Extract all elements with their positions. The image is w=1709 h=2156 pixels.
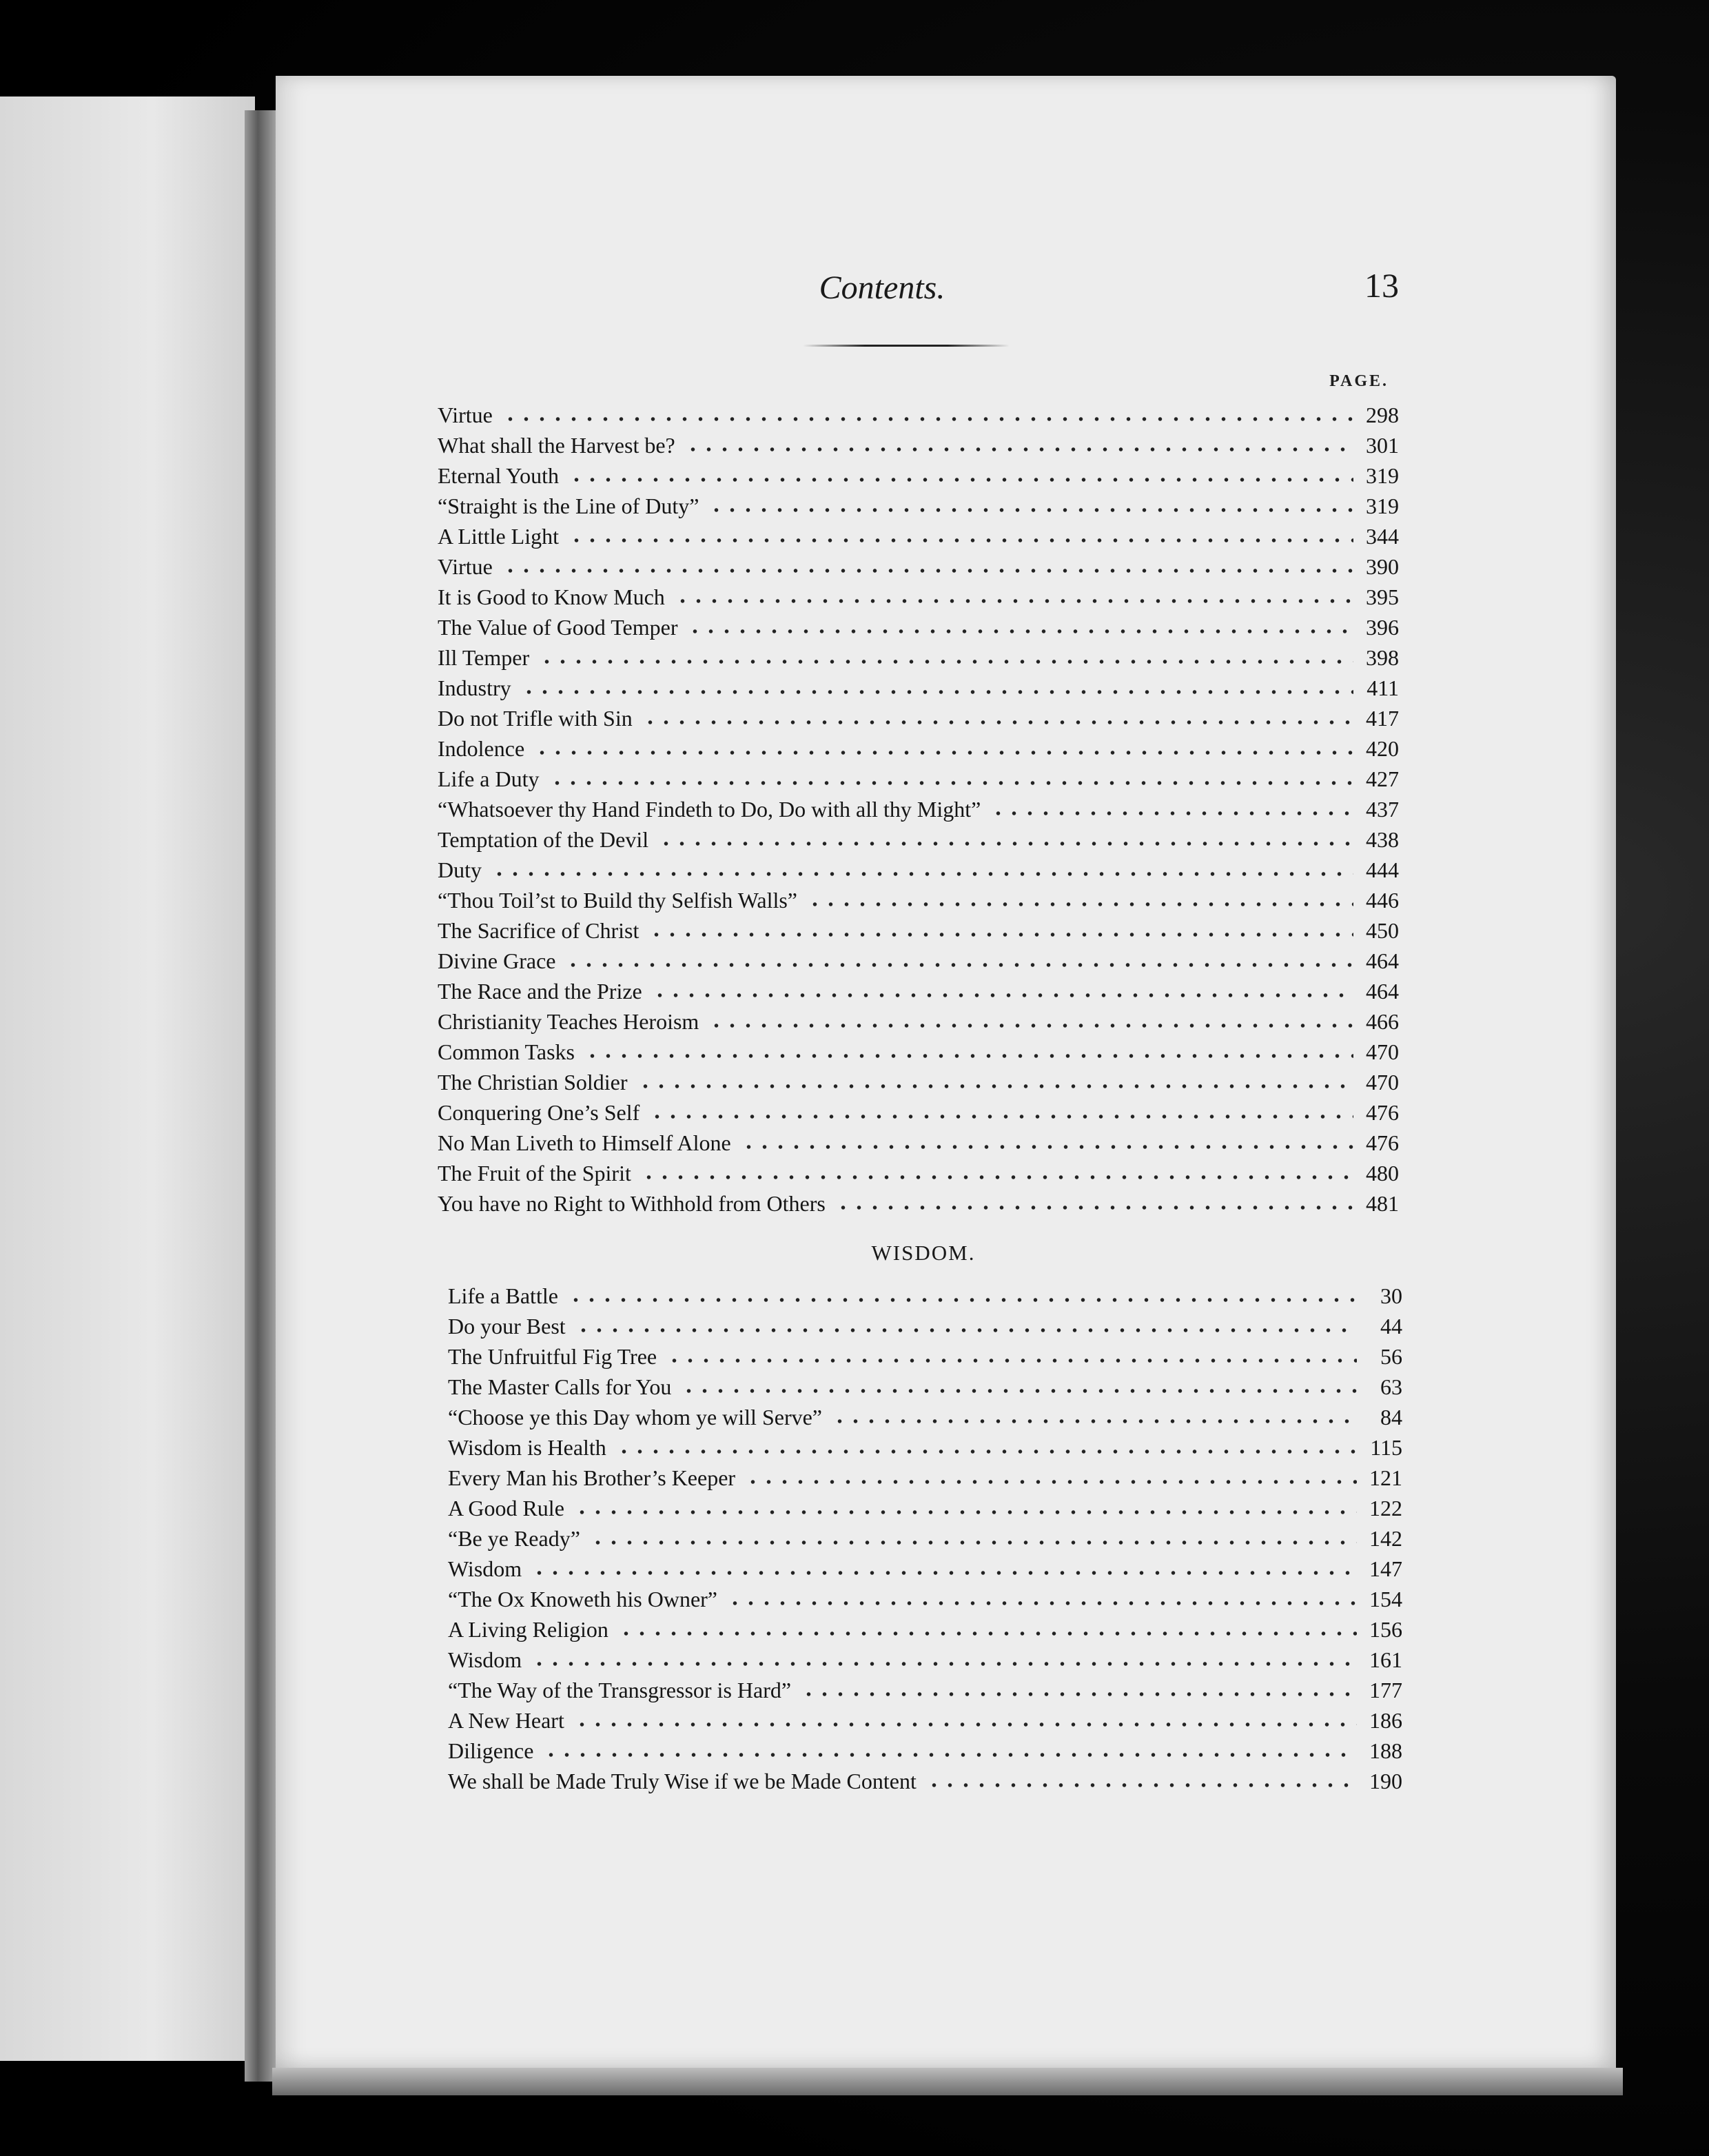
entry-title: Temptation of the Devil: [438, 827, 649, 852]
toc-entry: [438, 1158, 1399, 1188]
toc-entry: [438, 885, 1399, 915]
entry-title: Every Man his Brother’s Keeper: [448, 1465, 736, 1490]
entry-page-number: 427: [1366, 766, 1399, 791]
toc-entry: [448, 1675, 1402, 1705]
entry-page-number: 84: [1380, 1405, 1402, 1430]
toc-entry: [438, 430, 1399, 460]
entry-page-number: 56: [1380, 1344, 1402, 1369]
dot-leader: [565, 962, 1353, 968]
toc-entry: [438, 521, 1399, 551]
entry-title: Indolence: [438, 736, 525, 761]
entry-title: A New Heart: [448, 1708, 564, 1733]
toc-entry: [448, 1554, 1402, 1584]
dot-leader: [502, 416, 1353, 423]
dot-leader: [521, 689, 1353, 695]
dot-leader: [835, 1204, 1353, 1211]
dot-leader: [491, 871, 1353, 877]
toc-entry: [438, 1006, 1399, 1037]
dot-leader: [675, 598, 1353, 604]
entry-title: The Race and the Prize: [438, 979, 642, 1004]
entry-title: Wisdom: [448, 1556, 522, 1581]
dot-leader: [666, 1357, 1357, 1364]
dot-leader: [549, 780, 1354, 786]
entry-page-number: 398: [1366, 645, 1399, 670]
toc-entry: [438, 824, 1399, 855]
entry-title: We shall be Made Truly Wise if we be Made Content: [448, 1769, 917, 1793]
entry-page-number: 450: [1366, 918, 1399, 943]
toc-entry: [448, 1372, 1402, 1402]
entry-title: The Value of Good Temper: [438, 615, 678, 640]
entry-page-number: 395: [1366, 584, 1399, 609]
entry-page-number: 154: [1369, 1587, 1402, 1611]
entry-title: The Master Calls for You: [448, 1374, 672, 1399]
entry-page-number: 344: [1366, 524, 1399, 549]
dot-leader: [616, 1448, 1357, 1455]
entry-title: A Little Light: [438, 524, 559, 549]
entry-page-number: 411: [1367, 675, 1399, 700]
entry-title: Conquering One’s Self: [438, 1100, 640, 1125]
entry-page-number: 298: [1366, 403, 1399, 427]
toc-entry: [438, 1037, 1399, 1067]
dot-leader: [539, 658, 1353, 665]
dot-leader: [652, 992, 1353, 999]
entry-page-number: 122: [1369, 1496, 1402, 1521]
entry-page-number: 437: [1366, 797, 1399, 822]
toc-entry: [438, 794, 1399, 824]
entry-title: “Whatsoever thy Hand Findeth to Do, Do with all thy Might”: [438, 797, 981, 822]
entry-page-number: 319: [1366, 463, 1399, 488]
entry-title: Eternal Youth: [438, 463, 559, 488]
entry-page-number: 319: [1366, 494, 1399, 518]
dot-leader: [807, 901, 1353, 908]
toc-entry: [448, 1311, 1402, 1341]
entry-title: Duty: [438, 857, 482, 882]
entry-page-number: 190: [1369, 1769, 1402, 1793]
entry-title: Virtue: [438, 403, 493, 427]
entry-title: “Choose ye this Day whom ye will Serve”: [448, 1405, 822, 1430]
entry-title: Ill Temper: [438, 645, 530, 670]
entry-title: “Straight is the Line of Duty”: [438, 494, 699, 518]
dot-leader: [687, 628, 1353, 635]
dot-leader: [569, 476, 1353, 483]
dot-leader: [708, 507, 1353, 513]
toc-entry: [438, 551, 1399, 582]
entry-page-number: 481: [1366, 1191, 1399, 1216]
toc-entry: [438, 612, 1399, 642]
entry-page-number: 156: [1369, 1617, 1402, 1642]
toc-entry: [438, 673, 1399, 703]
toc-entry: [438, 1128, 1399, 1158]
dot-leader: [502, 567, 1353, 574]
toc-entry: [438, 733, 1399, 764]
entry-title: Christianity Teaches Heroism: [438, 1009, 699, 1034]
entry-page-number: 470: [1366, 1039, 1399, 1064]
entry-page-number: 417: [1366, 706, 1399, 731]
entry-title: “Thou Toil’st to Build thy Selfish Walls”: [438, 888, 797, 913]
dot-leader: [801, 1691, 1357, 1698]
toc-entry: [438, 855, 1399, 885]
dot-leader: [618, 1630, 1357, 1637]
entry-page-number: 466: [1366, 1009, 1399, 1034]
toc-entry: [448, 1341, 1402, 1372]
toc-entry: [448, 1736, 1402, 1766]
toc-entry: [438, 400, 1399, 430]
page-column-header: PAGE.: [1329, 372, 1389, 390]
toc-entry: [448, 1432, 1402, 1463]
entry-title: The Fruit of the Spirit: [438, 1161, 631, 1186]
toc-entry: [438, 703, 1399, 733]
dot-leader: [648, 931, 1353, 938]
toc-entry: [438, 491, 1399, 521]
entry-page-number: 438: [1366, 827, 1399, 852]
dot-leader: [990, 810, 1353, 817]
dot-leader: [727, 1600, 1357, 1607]
entry-title: “Be ye Ready”: [448, 1526, 580, 1551]
page-number: 13: [1364, 266, 1399, 305]
entry-title: What shall the Harvest be?: [438, 433, 675, 458]
entry-page-number: 480: [1366, 1161, 1399, 1186]
toc-entry: [438, 1067, 1399, 1097]
entry-page-number: 142: [1369, 1526, 1402, 1551]
entry-page-number: 420: [1366, 736, 1399, 761]
dot-leader: [681, 1387, 1357, 1394]
entry-page-number: 476: [1366, 1100, 1399, 1125]
page-edge: [272, 2068, 1623, 2095]
entry-title: Industry: [438, 675, 511, 700]
dot-leader: [642, 719, 1353, 726]
entry-page-number: 30: [1380, 1283, 1402, 1308]
toc-entry: [448, 1645, 1402, 1675]
entry-title: Wisdom is Health: [448, 1435, 606, 1460]
dot-leader: [584, 1052, 1353, 1059]
toc-entry: [438, 915, 1399, 946]
entry-page-number: 177: [1369, 1678, 1402, 1702]
entry-page-number: 161: [1369, 1647, 1402, 1672]
entry-page-number: 301: [1366, 433, 1399, 458]
entry-title: Virtue: [438, 554, 493, 579]
dot-leader: [637, 1083, 1353, 1090]
entry-title: Diligence: [448, 1738, 534, 1763]
entry-title: Do not Trifle with Sin: [438, 706, 633, 731]
entry-page-number: 396: [1366, 615, 1399, 640]
running-head: Contents.: [819, 270, 945, 306]
entry-page-number: 446: [1366, 888, 1399, 913]
dot-leader: [641, 1174, 1353, 1181]
entry-page-number: 390: [1366, 554, 1399, 579]
entry-page-number: 464: [1366, 948, 1399, 973]
entry-title: Divine Grace: [438, 948, 556, 973]
entry-page-number: 63: [1380, 1374, 1402, 1399]
entry-title: A Living Religion: [448, 1617, 608, 1642]
entry-page-number: 121: [1369, 1465, 1402, 1490]
entry-title: The Sacrifice of Christ: [438, 918, 639, 943]
toc-entry: [438, 460, 1399, 491]
ornamental-rule: [803, 345, 1010, 347]
dot-leader: [658, 840, 1353, 847]
entry-title: It is Good to Know Much: [438, 584, 665, 609]
entry-page-number: 147: [1369, 1556, 1402, 1581]
dot-leader: [574, 1721, 1357, 1728]
entry-title: “The Way of the Transgressor is Hard”: [448, 1678, 792, 1702]
toc-entry: [438, 1188, 1399, 1219]
entry-page-number: 464: [1366, 979, 1399, 1004]
entry-title: A Good Rule: [448, 1496, 564, 1521]
dot-leader: [741, 1143, 1353, 1150]
dot-leader: [575, 1327, 1357, 1334]
dot-leader: [708, 1022, 1353, 1029]
toc-entry: [438, 642, 1399, 673]
entry-title: Life a Battle: [448, 1283, 558, 1308]
toc-entry: [448, 1402, 1402, 1432]
section-heading-wisdom: WISDOM.: [871, 1241, 976, 1265]
entry-title: No Man Liveth to Himself Alone: [438, 1130, 731, 1155]
entry-page-number: 115: [1370, 1435, 1402, 1460]
dot-leader: [531, 1569, 1357, 1576]
entry-page-number: 186: [1369, 1708, 1402, 1733]
toc-entry: [448, 1584, 1402, 1614]
entry-title: Wisdom: [448, 1647, 522, 1672]
entry-title: You have no Right to Withhold from Others: [438, 1191, 826, 1216]
toc-entry: [438, 764, 1399, 794]
toc-entry: [448, 1523, 1402, 1554]
toc-entry: [448, 1705, 1402, 1736]
dot-leader: [574, 1509, 1357, 1516]
entry-page-number: 470: [1366, 1070, 1399, 1095]
entry-title: Do your Best: [448, 1314, 566, 1339]
toc-entry: [448, 1463, 1402, 1493]
dot-leader: [534, 749, 1353, 756]
toc-entry: [448, 1281, 1402, 1311]
toc-entry: [448, 1493, 1402, 1523]
entry-page-number: 44: [1380, 1314, 1402, 1339]
dot-leader: [685, 446, 1353, 453]
wisdom-toc-list: [448, 1281, 1402, 1796]
entry-title: Life a Duty: [438, 766, 540, 791]
entry-page-number: 188: [1369, 1738, 1402, 1763]
facing-page: [0, 96, 255, 2061]
entry-title: Common Tasks: [438, 1039, 575, 1064]
toc-entry: [438, 976, 1399, 1006]
dot-leader: [745, 1478, 1357, 1485]
dot-leader: [926, 1782, 1357, 1789]
dot-leader: [590, 1539, 1357, 1546]
toc-entry: [438, 582, 1399, 612]
virtue-toc-list: [438, 400, 1399, 1219]
dot-leader: [543, 1751, 1357, 1758]
toc-entry: [448, 1766, 1402, 1796]
toc-entry: [438, 946, 1399, 976]
dot-leader: [531, 1660, 1357, 1667]
dot-leader: [832, 1418, 1357, 1425]
entry-title: “The Ox Knoweth his Owner”: [448, 1587, 717, 1611]
entry-title: The Unfruitful Fig Tree: [448, 1344, 657, 1369]
toc-entry: [448, 1614, 1402, 1645]
entry-page-number: 476: [1366, 1130, 1399, 1155]
dot-leader: [569, 537, 1353, 544]
entry-page-number: 444: [1366, 857, 1399, 882]
entry-title: The Christian Soldier: [438, 1070, 628, 1095]
dot-leader: [568, 1296, 1357, 1303]
toc-entry: [438, 1097, 1399, 1128]
dot-leader: [649, 1113, 1353, 1120]
